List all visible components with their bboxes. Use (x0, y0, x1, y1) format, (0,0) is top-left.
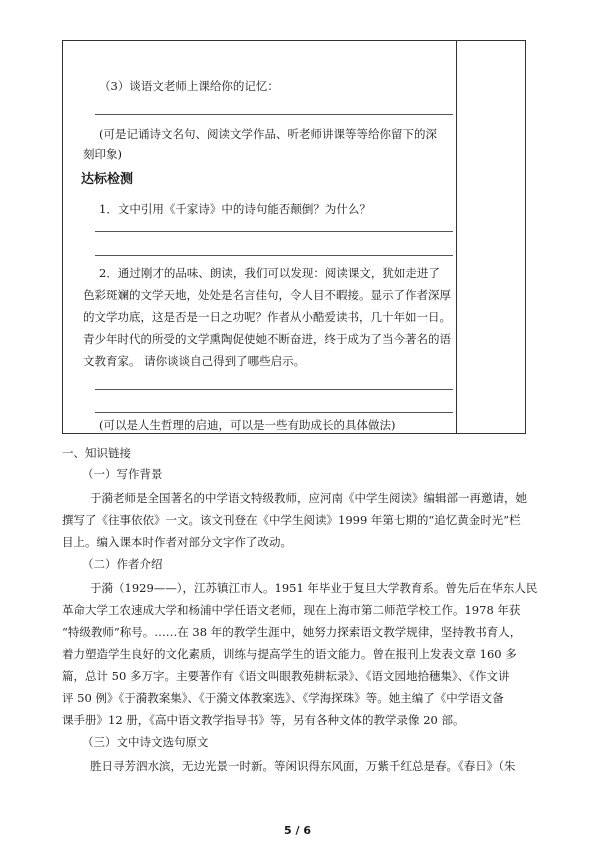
author-line-1: 于漪（1929——），江苏镇江市人。1951 年毕业于复旦大学教育系。曾先后在华东人民 (90, 581, 538, 595)
author-line-6: 评 50 例》《于漪教案集》、《于漪文体教案选》、《学海探珠》等。她主编了《中学语文备 (62, 691, 504, 705)
background-line-2: 撰写了《往事依依》一文。该文刊登在《中学生阅读》1999 年第七期的“追忆黄金时光”栏 (62, 513, 521, 527)
background-line-1: 于漪老师是全国著名的中学语文特级教师，应河南《中学生阅读》编辑部一再邀请，她 (90, 491, 527, 505)
question-2-line-4: 青少年时代的所受的文学熏陶促使她不断奋进，终于成为了当今著名的语 (83, 332, 451, 346)
author-line-2: 革命大学工农速成大学和杨浦中学任语文老师，现在上海市第二师范学校工作。1978 年获 (62, 603, 521, 617)
question-3-hint-1: (可是记诵诗文名句、阅读文学作品、听老师讲课等等给你留下的深 (99, 127, 437, 141)
author-line-4: 着力塑造学生良好的文化素质，训练与提高学生的语文能力。曾在报刊上发表文章 160 多 (62, 647, 517, 661)
answer-line[interactable] (95, 389, 453, 390)
background-line-3: 目上。编入课本时作者对部分文字作了改动。 (62, 535, 292, 549)
author-line-5: 篇，总计 50 多万字。主要著作有《语文叫眼教苑耕耘录》、《语文园地拾穗集》、《作文讲 (62, 669, 510, 683)
section-heading-assessment: 达标检测 (81, 172, 134, 187)
subheading-poems: （三）文中诗文选句原文 (82, 735, 209, 749)
question-1: 1．文中引用《千家诗》中的诗句能否颠倒？为什么？ (99, 202, 371, 216)
page-number: 5 / 6 (284, 824, 311, 837)
poem-line: 胜日寻芳泗水滨，无边光景一时新。等闲识得东风面，万紫千红总是春。《春日》（朱 (90, 759, 516, 773)
answer-line[interactable] (95, 412, 453, 413)
section-title-knowledge: 一、知识链接 (62, 446, 131, 460)
table-left-column (63, 41, 457, 433)
question-2-line-3: 的文学功底，这是否是一日之功呢？作者从小酷爱读书，几十年如一日。 (83, 310, 451, 324)
answer-line[interactable] (95, 231, 453, 232)
subheading-background: （一）写作背景 (82, 467, 163, 481)
answer-line[interactable] (95, 255, 453, 256)
author-line-3: “特级教师”称号。……在 38 年的教学生涯中，她努力探索语文教学规律，坚持教书育人， (62, 625, 522, 639)
question-2-line-5: 文教育家。 请你谈谈自己得到了哪些启示。 (83, 354, 306, 368)
question-2-hint: (可以是人生哲理的启迪，可以是一些有助成长的具体做法) (99, 418, 396, 432)
subheading-author: （二）作者介绍 (82, 557, 163, 571)
question-3-hint-2: 刻印象) (83, 147, 122, 161)
question-2-line-1: 2．通过刚才的品味、朗读，我们可以发现：阅读课文，犹如走进了 (99, 266, 440, 280)
answer-line[interactable] (95, 114, 453, 115)
question-2-line-2: 色彩斑斓的文学天地，处处是名言佳句，令人目不暇接。显示了作者深厚 (83, 288, 451, 302)
author-line-7: 课手册》12 册，《高中语文教学指导书》等，另有各种文体的教学录像 20 部。 (62, 713, 465, 727)
question-3: （3）谈语文老师上课给你的记忆： (99, 79, 279, 93)
worksheet-table (62, 40, 526, 434)
